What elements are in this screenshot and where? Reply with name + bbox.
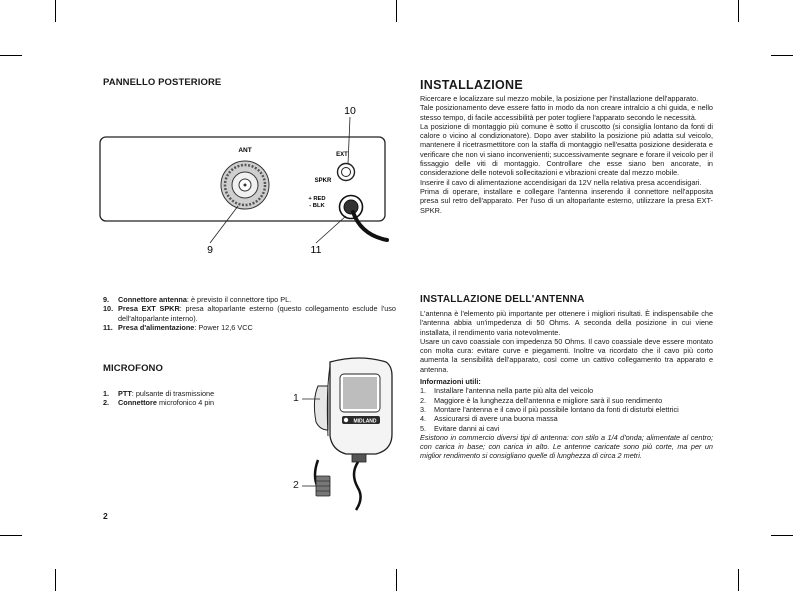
callout-1: 1 [293,392,299,404]
red-label: + RED [308,196,326,202]
antenna-connector-icon [221,161,269,209]
callout-line-10 [348,117,350,164]
page-number: 2 [103,511,108,521]
list-item: 2. Connettore microfonico 4 pin [103,398,215,408]
spkr-label: SPKR [314,178,332,184]
installation-text [420,94,713,215]
crop-mark [55,0,56,22]
paragraph: L'antenna è l'elemento più importante per ottenere i migliori risultati. È indispensabile che l'antenna abbia un'impedenza di 50 Ohms. A seconda della posizione in cui viene installata, il rendimento varia notevolmente. [420,309,713,337]
crop-mark [55,569,56,591]
list-item: 3. Montare l'antenna e il cavo il più possibile lontano da fonti di disturbi elettrici [420,404,679,414]
crop-mark [738,569,739,591]
installation-heading: INSTALLAZIONE [420,78,523,92]
crop-mark [771,55,793,56]
list-item: 1. Installare l'antenna nella parte più alta del veicolo [420,386,594,396]
ant-label: ANT [238,147,252,154]
list-item: 5. Evitare danni ai cavi [420,423,500,433]
ext-spkr-jack-icon [338,164,355,181]
crop-mark [738,0,739,22]
paragraph: Prima di operare, installare e collegare l'antenna inserendo il connettore nell'apposita presa sul retro dell'apparato. Per l'uso di un altoparlante esterno, utilizzare la presa EXT-SPKR. [420,186,713,215]
antenna-heading: INSTALLAZIONE DELL'ANTENNA [420,294,585,305]
callout-10: 10 [344,105,356,117]
blk-label: - BLK [309,203,325,209]
microphone-heading: MICROFONO [103,363,164,374]
callout-9: 9 [207,244,213,256]
rear-panel-heading: PANNELLO POSTERIORE [103,77,222,88]
paragraph: La posizione di montaggio più comune è sotto il cruscotto (si consiglia lontano da fonti di calore o vicino al condizionatore). Dopo aver stabilito la posizione più adatta sul veicolo, mantenere il ricetrasmettitore con la staffa di montaggio nell'esatta posizione desiderata e verificare che non vi siano inconvenienti; successivamente segnare e forare il veicolo per il fissaggio delle viti di montaggio. Controllare che esse siano ben ancorate, in considerazione delle notevoli sollecitazioni e vibrazioni create dal mezzo mobile. [420,121,713,178]
crop-mark [396,0,397,22]
crop-mark [0,55,22,56]
crop-mark [0,535,22,536]
paragraph: Inserire il cavo di alimentazione accendisigari da 12V nella relativa presa accendisigari. [420,177,702,187]
microphone-icon [314,358,392,510]
microphone-diagram [290,352,400,512]
list-item: 11. Presa d'alimentazione: Power 12,6 VCC [103,322,253,332]
callout-line-11 [316,216,346,243]
callout-2: 2 [293,479,299,491]
ext-label: EXT [336,152,348,158]
rear-panel-diagram [95,100,395,260]
paragraph: Tale posizionamento deve essere fatto in modo da non creare intralcio a chi guida, e nello stesso tempo, di facile accessibilità per poter togliere l'apparato secondo le necessità. [420,103,713,122]
callout-11: 11 [310,244,322,256]
list-item: 2. Maggiore è la lunghezza dell'antenna e migliore sarà il suo rendimento [420,395,663,405]
list-item: 10. Presa EXT SPKR: presa altoparlante esterno (questo collegamento esclude l'uso dell'altoparlante interno). [103,304,396,323]
paragraph: Usare un cavo coassiale con impedenza 50 Ohms. Il cavo coassiale deve essere montato con molta cura: evitare curve e piegamenti. Inoltre va ricordato che il cavo più corto aumenta la sensibilità dell'apparato, così come un cattivo collegamento tra apparato e antenna. [420,336,713,374]
brand-logo: MIDLAND [353,418,377,425]
crop-mark [771,535,793,536]
info-list [420,386,713,432]
microphone-list [103,389,293,408]
antenna-text [420,309,713,461]
paragraph: Ricercare e localizzare sul mezzo mobile, la posizione per l'installazione dell'apparato. [420,94,699,103]
list-item: 1. PTT: pulsante di trasmissione [103,389,215,398]
crop-mark [396,569,397,591]
info-heading: Informazioni utili: [420,377,481,387]
antenna-note: Esistono in commercio diversi tipi di antenna: con stilo a 1/4 d'onda; alimentate al centro; con carica in base; con carica in alto. Le antenne caricate sono più corte, ma per un miglior rendimento si consigliano quelle di lunghezza di circa 2 metri. [420,432,713,461]
list-item: 4. Assicurarsi di avere una buona massa [420,414,558,424]
list-item: 9. Connettore antenna: è previsto il connettore tipo PL. [103,295,292,304]
power-cable-icon [340,196,388,241]
rear-panel-list [103,295,396,332]
callout-line-9 [210,206,238,243]
